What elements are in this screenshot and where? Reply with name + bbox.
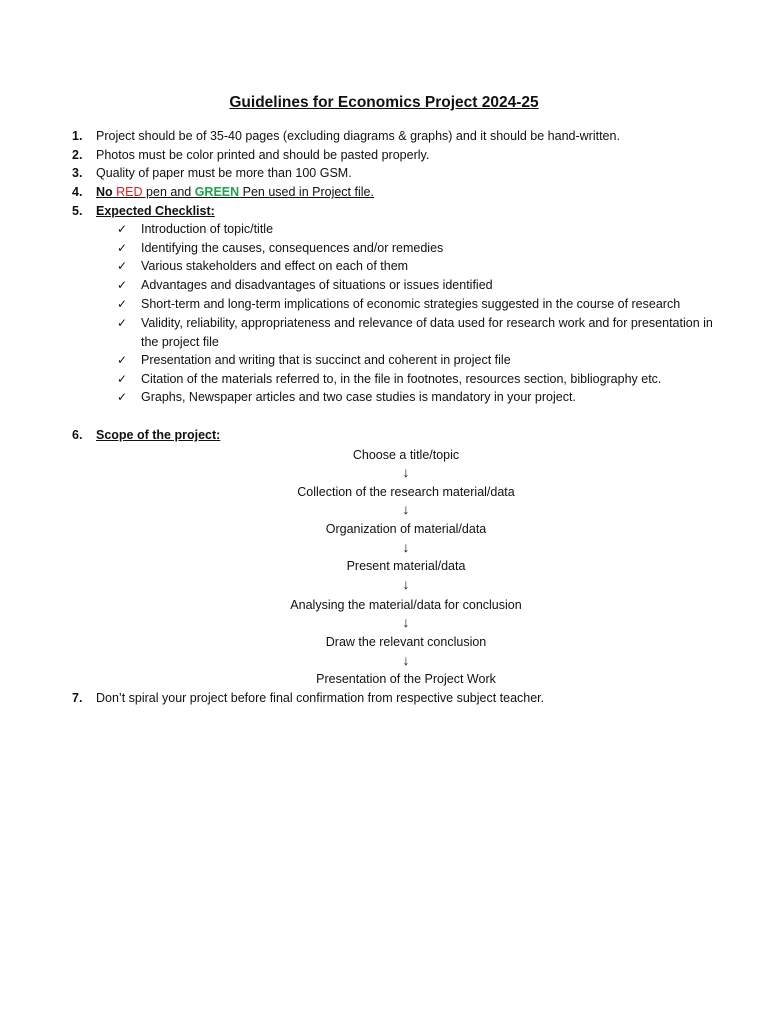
item-number: 3. [72, 166, 83, 180]
item-number: 6. [72, 428, 83, 442]
pen-and-text: pen and [142, 185, 195, 199]
green-word: GREEN [194, 185, 240, 199]
flow-step: Choose a title/topic [352, 448, 460, 462]
down-arrow-icon: ↓ [402, 539, 410, 555]
flow-step: Presentation of the Project Work [316, 672, 496, 686]
flow-step: Organization of material/data [325, 522, 487, 536]
checkmark-icon: ✓ [117, 316, 128, 330]
item-number: 5. [72, 204, 83, 218]
rest-text: Pen used in Project file. [239, 185, 374, 199]
checkmark-icon: ✓ [117, 222, 128, 236]
checkmark-icon: ✓ [117, 278, 128, 292]
flow-step: Draw the relevant conclusion [325, 635, 487, 649]
checkmark-icon: ✓ [117, 297, 128, 311]
item-text: Don’t spiral your project before final confirmation from respective subject teacher. [96, 691, 545, 705]
page-title: Guidelines for Economics Project 2024-25 [229, 94, 539, 111]
flow-step: Analysing the material/data for conclusion [290, 598, 522, 612]
document-page: Guidelines for Economics Project 2024-25 1. Project should be of 35-40 pages (excluding diagrams & graphs) and it should be hand-written. 2. Photos must be color printed and should be pasted properly. 3. Quality of paper must be more than 100 GSM. 4. No RED pen and GREEN Pen used in Project file. 5. Expected Checklist: ✓ Introduction of topic/title ✓ Identifying the causes, consequences and/or remedies ✓ Various stakeholders and effect on each of them ✓ Advantages and disadvantages of situations or issues identified ✓ Short-term and long-term implications of economic strategies suggested in the course of research ✓ Validity, reliability, appropriateness and relevance of data used for research work and for presentation in the project file ✓ Presentation and writing that is succinct and coherent in project file ✓ Citation of the materials referred to, in the file in footnotes, resources section, bibliography etc. ✓ Graphs, Newspaper articles and two case studies is mandatory in your project. 6. Scope of the project: Choose a title/topic ↓ Collection of the research material/data ↓ Organization of material/data ↓ Present material/data ↓ Analysing the material/data for conclusion ↓ Draw the relevant conclusion ↓ Presentation of the Project Work 7. Don’t spiral your project before final confirmation from respective subject teacher. [0, 0, 768, 1024]
flow-step: Present material/data [346, 559, 466, 573]
item-number: 2. [72, 148, 83, 162]
down-arrow-icon: ↓ [402, 464, 410, 480]
item-text: Project should be of 35-40 pages (excluding diagrams & graphs) and it should be hand-written. [96, 129, 620, 143]
checkmark-icon: ✓ [117, 372, 128, 386]
checkmark-icon: ✓ [117, 390, 128, 404]
down-arrow-icon: ↓ [402, 501, 410, 517]
checkmark-icon: ✓ [117, 259, 128, 273]
item-number: 4. [72, 185, 83, 199]
down-arrow-icon: ↓ [402, 576, 410, 592]
item-text: Photos must be color printed and should be pasted properly. [96, 148, 430, 162]
checklist-heading: Expected Checklist: [96, 204, 215, 218]
item-number: 1. [72, 129, 83, 143]
down-arrow-icon: ↓ [402, 614, 410, 630]
scope-heading: Scope of the project: [96, 428, 221, 442]
no-word: No [96, 185, 113, 199]
red-word: RED [116, 185, 143, 199]
item-text: Quality of paper must be more than 100 GSM. [96, 166, 352, 180]
flow-step: Collection of the research material/data [297, 485, 515, 499]
checkmark-icon: ✓ [117, 353, 128, 367]
down-arrow-icon: ↓ [402, 652, 410, 668]
item-text [96, 183, 374, 201]
item-number: 7. [72, 691, 83, 705]
checkmark-icon: ✓ [117, 241, 128, 255]
